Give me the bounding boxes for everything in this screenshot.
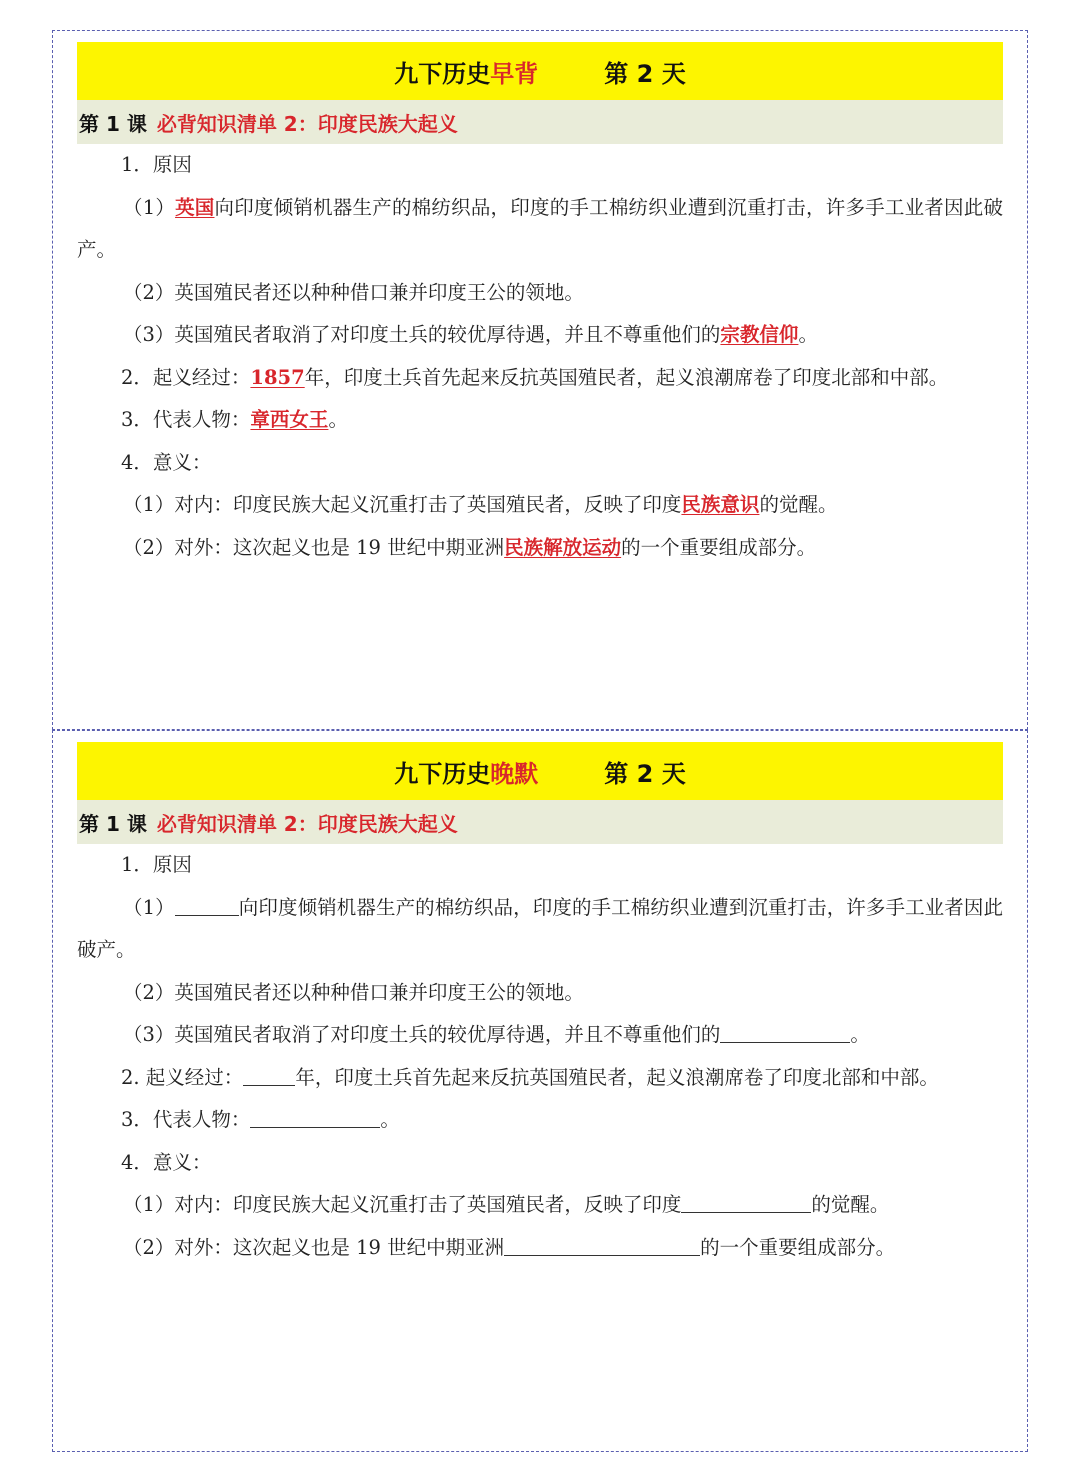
blank-line[interactable] bbox=[504, 1233, 700, 1256]
answer-text: 民族意识 bbox=[681, 493, 760, 516]
title-highlight: 早背 bbox=[490, 59, 539, 88]
heading-significance: 4．意义： bbox=[121, 1150, 212, 1174]
title-day: 第 2 天 bbox=[604, 59, 686, 88]
answer-text: 宗教信仰 bbox=[720, 323, 799, 346]
morning-recite-card bbox=[52, 30, 1028, 730]
lesson-header bbox=[77, 100, 1003, 144]
card-title-bar bbox=[77, 742, 1003, 800]
evening-dictation-card bbox=[52, 730, 1028, 1452]
cause-item-3: （3）英国殖民者取消了对印度土兵的较优厚待遇，并且不尊重他们的 。 bbox=[77, 1014, 1003, 1057]
blank-line[interactable] bbox=[175, 893, 239, 916]
content-body bbox=[77, 144, 1003, 569]
lesson-topic: 必背知识清单 2：印度民族大起义 bbox=[156, 111, 458, 136]
heading-figure: 3．代表人物： 。 bbox=[77, 1099, 1003, 1142]
significance-item-1: （1）对内：印度民族大起义沉重打击了英国殖民者，反映了印度 的觉醒。 bbox=[77, 1184, 1003, 1227]
content-body bbox=[77, 844, 1003, 1269]
heading-cause: 1．原因 bbox=[121, 153, 192, 176]
heading-cause: 1．原因 bbox=[121, 853, 192, 876]
cause-item-3: （3）英国殖民者取消了对印度土兵的较优厚待遇，并且不尊重他们的宗教信仰。 bbox=[123, 323, 818, 346]
cause-item-2: （2）英国殖民者还以种种借口兼并印度王公的领地。 bbox=[123, 980, 584, 1004]
answer-text: 章西女王 bbox=[250, 408, 329, 431]
significance-item-1: （1）对内：印度民族大起义沉重打击了英国殖民者，反映了印度民族意识的觉醒。 bbox=[123, 493, 838, 516]
heading-process: 2. 起义经过： 年，印度土兵首先起来反抗英国殖民者，起义浪潮席卷了印度北部和中部。 bbox=[77, 1057, 1003, 1100]
lesson-number: 第 1 课 bbox=[79, 811, 147, 836]
answer-text: 1857 bbox=[250, 365, 305, 389]
lesson-topic: 必背知识清单 2：印度民族大起义 bbox=[156, 811, 458, 836]
heading-process: 2．起义经过：1857年，印度土兵首先起来反抗英国殖民者，起义浪潮席卷了印度北部和中部。 bbox=[121, 365, 949, 389]
lesson-header bbox=[77, 800, 1003, 844]
significance-item-2: （2）对外：这次起义也是 19 世纪中期亚洲 的一个重要组成部分。 bbox=[77, 1227, 1003, 1270]
card-title-bar bbox=[77, 42, 1003, 100]
blank-line[interactable] bbox=[250, 1105, 380, 1128]
heading-significance: 4．意义： bbox=[121, 450, 212, 474]
answer-text: 民族解放运动 bbox=[504, 535, 622, 559]
title-prefix: 九下历史 bbox=[394, 59, 491, 88]
blank-line[interactable] bbox=[243, 1063, 295, 1086]
title-prefix: 九下历史 bbox=[394, 759, 491, 788]
cause-item-2: （2）英国殖民者还以种种借口兼并印度王公的领地。 bbox=[123, 280, 584, 304]
lesson-number: 第 1 课 bbox=[79, 111, 147, 136]
blank-line[interactable] bbox=[681, 1190, 811, 1213]
significance-item-2: （2）对外：这次起义也是 19 世纪中期亚洲民族解放运动的一个重要组成部分。 bbox=[123, 535, 817, 559]
heading-figure: 3．代表人物：章西女王。 bbox=[121, 408, 348, 431]
answer-text: 英国 bbox=[175, 195, 215, 219]
title-day: 第 2 天 bbox=[604, 759, 686, 788]
cause-item-1: （1） 向印度倾销机器生产的棉纺织品，印度的手工棉纺织业遭到沉重打击，许多手工业者因此破产。 bbox=[77, 887, 1003, 972]
blank-line[interactable] bbox=[720, 1020, 850, 1043]
cause-item-1: （1）英国向印度倾销机器生产的棉纺织品，印度的手工棉纺织业遭到沉重打击，许多手工业者因此破产。 bbox=[77, 195, 1003, 261]
title-highlight: 晚默 bbox=[490, 759, 539, 788]
